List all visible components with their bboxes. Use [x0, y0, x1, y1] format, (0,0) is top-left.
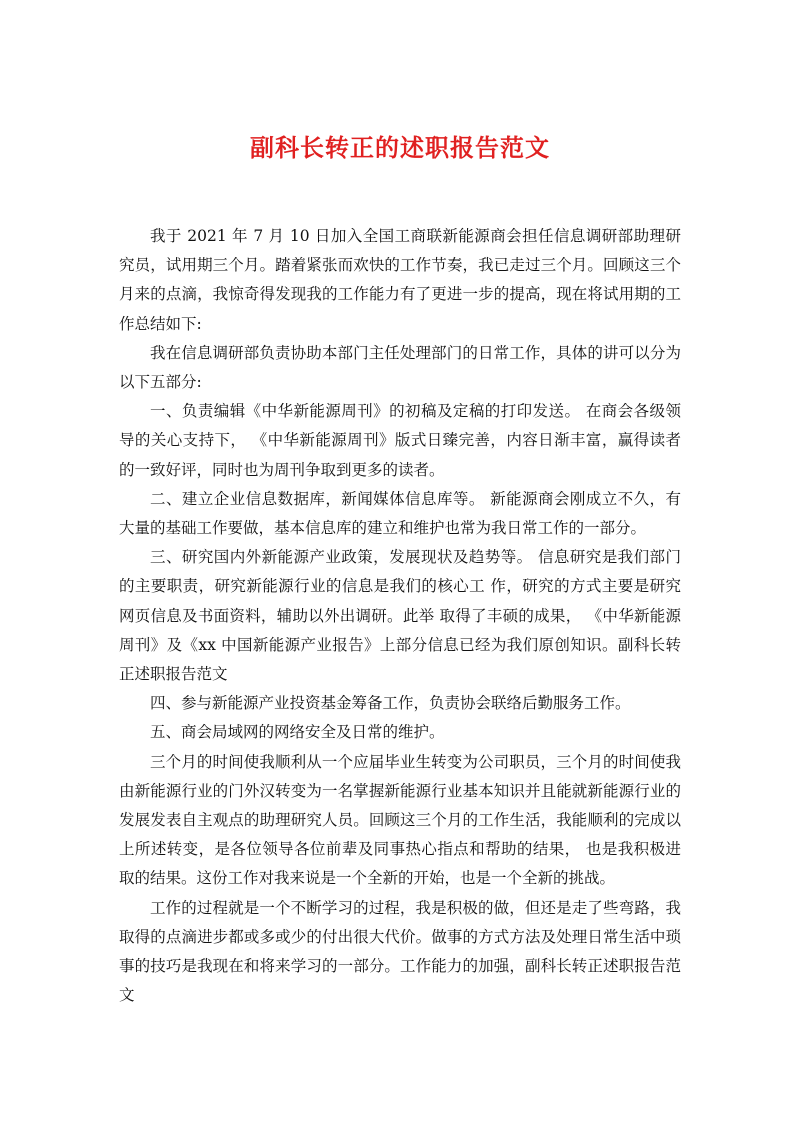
paragraph-item-5: 五、商会局域网的网络安全及日常的维护。: [150, 723, 445, 742]
paragraph-learning: 工作的过程就是一个不断学习的过程，我是积极的做，但还是走了些弯路，我取得的点滴进步都或多或少的付出很大代价。做事的方式方法及处理日常生活中琐事的技巧是我现在和将来学习的一部分。工作能力的加强，副科长转正述职报告范文: [119, 898, 681, 1005]
paragraph-item-2: 二、建立企业信息数据库，新闻媒体信息库等。 新能源商会刚成立不久，有大量的基础工作要做，基本信息库的建立和维护也常为我日常工作的一部分。: [119, 489, 681, 538]
paragraph-item-1: 一、负责编辑《中华新能源周刊》的初稿及定稿的打印发送。 在商会各级领导的关心支持下， 《中华新能源周刊》版式日臻完善，内容日渐丰富，赢得读者的一致好评，同时也为周刊争取到更多的读者。: [119, 402, 681, 479]
document-body: [119, 222, 681, 1010]
paragraph-intro: 我于 2021 年 7 月 10 日加入全国工商联新能源商会担任信息调研部助理研究员，试用期三个月。踏着紧张而欢快的工作节奏，我已走过三个月。回顾这三个月来的点滴，我惊奇得发现我的工作能力有了更进一步的提高，现在将试用期的工作总结如下:: [119, 227, 681, 333]
page-title: 副科长转正的述职报告范文: [250, 133, 550, 162]
paragraph-overview: 我在信息调研部负责协助本部门主任处理部门的日常工作，具体的讲可以分为以下五部分:: [119, 343, 681, 392]
paragraph-item-4: 四、参与新能源产业投资基金筹备工作，负责协会联络后勤服务工作。: [150, 694, 631, 713]
paragraph-item-3: 三、研究国内外新能源产业政策，发展现状及趋势等。 信息研究是我们部门的主要职责，研究新能源行业的信息是我们的核心工 作，研究的方式主要是研究网页信息及书面资料，辅助以外出调研。此举 取得了丰硕的成果， 《中华新能源周刊》及《xx 中国新能源产业报告》上部分信息已经为我们原创知识。副科长转正述职报告范文: [119, 548, 681, 684]
paragraph-reflection: 三个月的时间使我顺利从一个应届毕业生转变为公司职员，三个月的时间使我由新能源行业的门外汉转变为一名掌握新能源行业基本知识并且能就新能源行业的发展发表自主观点的助理研究人员。回顾这三个月的工作生活，我能顺利的完成以上所述转变，是各位领导各位前辈及同事热心指点和帮助的结果， 也是我积极进取的结果。这份工作对我来说是一个全新的开始，也是一个全新的挑战。: [119, 752, 681, 888]
